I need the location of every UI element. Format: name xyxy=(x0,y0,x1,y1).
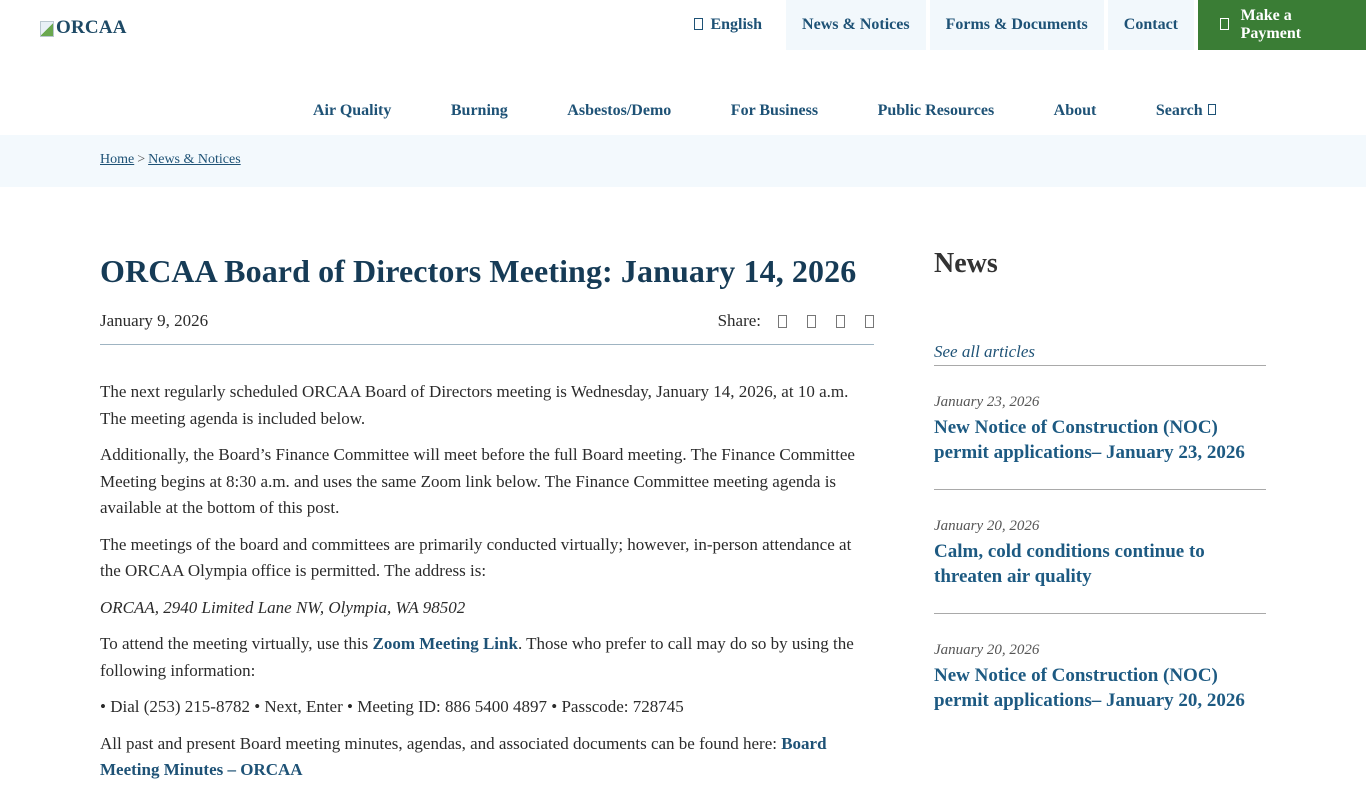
language-selector[interactable] xyxy=(678,0,782,50)
nav-about[interactable]: About xyxy=(1053,102,1097,119)
sidebar-heading: News xyxy=(934,248,998,279)
language-label: English xyxy=(710,16,763,33)
news-list-item xyxy=(934,490,1266,614)
article-body xyxy=(100,379,874,784)
breadcrumb-band xyxy=(0,135,1366,187)
main-nav xyxy=(313,98,1216,124)
page-title: ORCAA Board of Directors Meeting: January 14, 2026 xyxy=(100,253,857,289)
paragraph-address xyxy=(100,595,874,622)
make-payment-button[interactable] xyxy=(1198,0,1366,50)
breadcrumb-news-notices[interactable]: News & Notices xyxy=(148,152,241,167)
breadcrumb-home[interactable]: Home xyxy=(100,152,135,167)
virtual-text-after: . Those who prefer to call may do so by using the following information: xyxy=(100,634,854,680)
board-minutes-link[interactable]: Board Meeting Minutes – ORCAA xyxy=(100,733,827,779)
search-label: Search xyxy=(1155,102,1203,119)
virtual-text-before: To attend the meeting virtually, use this xyxy=(100,634,373,653)
breadcrumb-separator: > xyxy=(137,152,146,167)
office-address: ORCAA, 2940 Limited Lane NW, Olympia, WA 98502 xyxy=(100,597,466,617)
article-date: January 9, 2026 xyxy=(100,311,209,330)
paragraph-finance-committee: Additionally, the Board’s Finance Committee will meet before the full Board meeting. The Finance Committee Meeting begins at 8:30 a.m. and uses the same Zoom link below. The Finance Committee meeting agenda is available at the bottom of this post. xyxy=(100,445,855,517)
nav-asbestos-demo[interactable]: Asbestos/Demo xyxy=(567,102,672,119)
nav-for-business[interactable]: For Business xyxy=(730,102,819,119)
nav-air-quality[interactable]: Air Quality xyxy=(313,102,392,119)
article xyxy=(100,252,874,794)
nav-search[interactable] xyxy=(1156,102,1216,120)
site-logo[interactable] xyxy=(40,16,127,38)
paragraph-virtual xyxy=(100,631,874,684)
article-meta xyxy=(100,310,874,332)
news-list-item xyxy=(934,614,1266,737)
paragraph-dial-info: • Dial (253) 215-8782 • Next, Enter • Meeting ID: 886 5400 4897 • Passcode: 728745 xyxy=(100,697,684,716)
twitter-icon[interactable] xyxy=(807,315,816,328)
nav-public-resources[interactable]: Public Resources xyxy=(877,102,995,119)
share-bar xyxy=(718,311,874,331)
globe-icon xyxy=(694,18,703,30)
utility-link-contact[interactable]: Contact xyxy=(1108,0,1194,50)
paragraph-minutes xyxy=(100,731,874,784)
minutes-text-before: All past and present Board meeting minutes, agendas, and associated documents can be found here: xyxy=(100,733,782,753)
email-icon[interactable] xyxy=(865,315,874,328)
utility-nav xyxy=(678,0,1366,50)
news-item-date: January 20, 2026 xyxy=(934,518,1040,534)
broken-image-icon xyxy=(40,21,54,37)
see-all-articles-link[interactable]: See all articles xyxy=(934,342,1266,366)
paragraph-meeting-intro: The next regularly scheduled ORCAA Board of Directors meeting is Wednesday, January 14, 2026, at 10 a.m. The meeting agenda is included below. xyxy=(100,382,849,428)
share-label: Share: xyxy=(717,311,761,330)
linkedin-icon[interactable] xyxy=(836,315,845,328)
news-item-link[interactable]: New Notice of Construction (NOC) permit applications– January 23, 2026 xyxy=(934,417,1245,463)
credit-card-icon xyxy=(1220,18,1229,30)
zoom-meeting-link[interactable]: Zoom Meeting Link xyxy=(372,634,518,653)
facebook-icon[interactable] xyxy=(778,315,787,328)
news-item-date: January 20, 2026 xyxy=(934,642,1040,658)
divider xyxy=(100,344,874,345)
news-sidebar xyxy=(934,248,1266,737)
paragraph-in-person: The meetings of the board and committees are primarily conducted virtually; however, in-person attendance at the ORCAA Olympia office is permitted. The address is: xyxy=(100,534,852,580)
logo-alt-text: ORCAA xyxy=(56,17,127,38)
nav-burning[interactable]: Burning xyxy=(450,102,508,119)
news-list-item xyxy=(934,366,1266,490)
news-item-date: January 23, 2026 xyxy=(934,394,1040,410)
search-icon xyxy=(1208,104,1216,115)
make-payment-label: Make a Payment xyxy=(1240,7,1302,42)
news-item-link[interactable]: Calm, cold conditions continue to threaten air quality xyxy=(934,541,1205,587)
utility-link-forms-documents[interactable]: Forms & Documents xyxy=(930,0,1104,50)
news-item-link[interactable]: New Notice of Construction (NOC) permit applications– January 20, 2026 xyxy=(934,665,1245,711)
breadcrumb xyxy=(100,152,241,168)
utility-link-news-notices[interactable]: News & Notices xyxy=(786,0,926,50)
